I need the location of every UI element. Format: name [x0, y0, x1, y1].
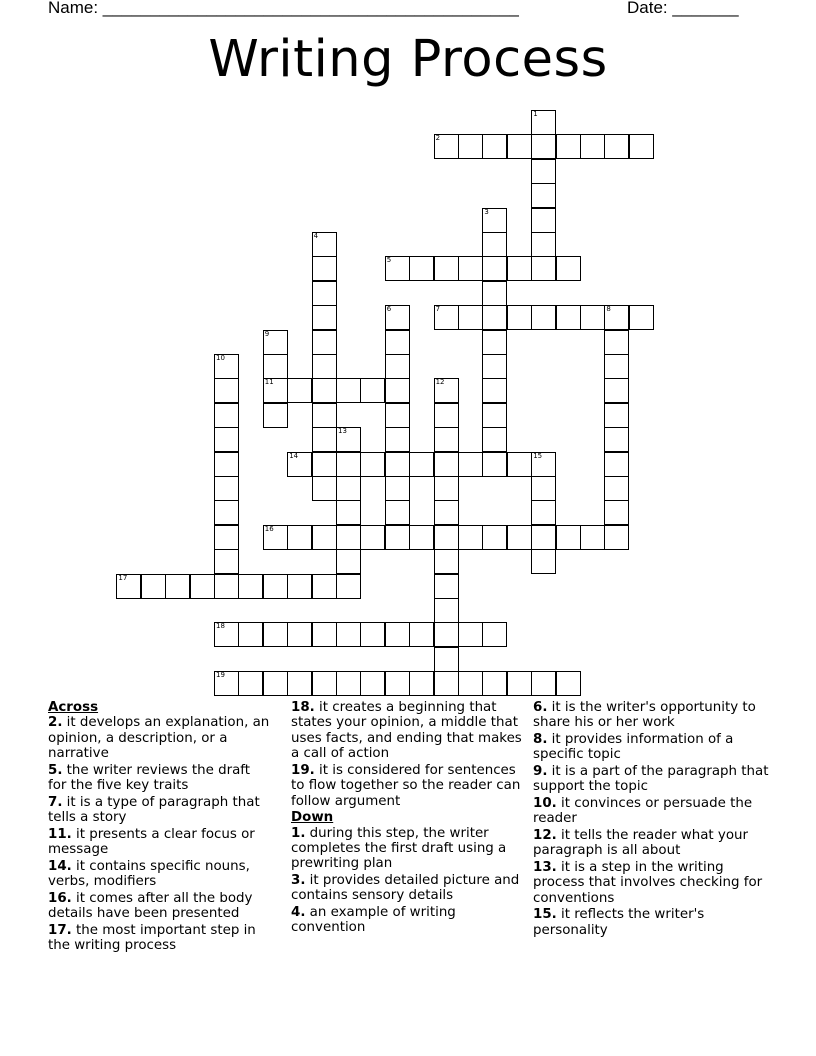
- crossword-cell[interactable]: [580, 305, 605, 330]
- crossword-cell[interactable]: [263, 378, 288, 403]
- crossword-cell[interactable]: [556, 671, 581, 696]
- clue-text: it convinces or persuade the reader: [533, 796, 753, 827]
- crossword-cell[interactable]: [263, 330, 288, 355]
- crossword-cell[interactable]: [165, 574, 190, 599]
- crossword-cell[interactable]: [482, 671, 507, 696]
- crossword-cell[interactable]: [214, 525, 239, 550]
- crossword-cell[interactable]: [531, 549, 556, 574]
- crossword-cell[interactable]: [385, 452, 410, 477]
- crossword-cell[interactable]: [629, 134, 654, 159]
- crossword-cell[interactable]: [385, 427, 410, 452]
- crossword-cell[interactable]: [604, 354, 629, 379]
- crossword-cell[interactable]: [434, 549, 459, 574]
- crossword-cell[interactable]: [507, 305, 532, 330]
- clue-item: [48, 891, 272, 922]
- crossword-cell[interactable]: [507, 525, 532, 550]
- crossword-cell[interactable]: [287, 574, 312, 599]
- clue-number: 17: [118, 573, 128, 582]
- crossword-cell[interactable]: [531, 476, 556, 501]
- clue-item: [48, 923, 272, 954]
- crossword-cell[interactable]: [531, 500, 556, 525]
- crossword-cell[interactable]: [434, 476, 459, 501]
- crossword-cell[interactable]: [531, 305, 556, 330]
- crossword-cell[interactable]: [482, 622, 507, 647]
- clue-item: [533, 828, 773, 859]
- crossword-cell[interactable]: [214, 574, 239, 599]
- clue-number: 19: [216, 671, 225, 680]
- clue-number: 11: [264, 378, 274, 387]
- crossword-cell[interactable]: [263, 671, 288, 696]
- crossword-cell[interactable]: [238, 622, 263, 647]
- clue-text: it provides detailed picture and contains sensory details: [291, 873, 520, 904]
- crossword-cell[interactable]: [336, 378, 361, 403]
- crossword-cell[interactable]: [604, 403, 629, 428]
- crossword-cell[interactable]: [214, 549, 239, 574]
- clue-item: [48, 763, 272, 794]
- clue-column-2: [291, 700, 527, 937]
- clue-text: it is a step in the writing process that involves checking for conventions: [533, 860, 763, 906]
- crossword-cell[interactable]: [312, 378, 337, 403]
- clue-text: it presents a clear focus or message: [48, 826, 255, 858]
- clue-number-label: 8.: [533, 732, 548, 747]
- clue-number: 18: [216, 622, 225, 631]
- crossword-cell[interactable]: [458, 671, 483, 696]
- clue-number: 16: [264, 524, 274, 533]
- crossword-cell[interactable]: [238, 574, 263, 599]
- clue-number-label: 15.: [533, 907, 557, 923]
- crossword-cell[interactable]: [458, 452, 483, 477]
- crossword-cell[interactable]: [336, 525, 361, 550]
- crossword-cell[interactable]: [482, 525, 507, 550]
- crossword-cell[interactable]: [434, 647, 459, 672]
- crossword-cell[interactable]: [434, 500, 459, 525]
- crossword-cell[interactable]: [531, 134, 556, 159]
- crossword-cell[interactable]: [434, 378, 459, 403]
- clue-number-label: 14.: [48, 858, 72, 874]
- clue-item: [48, 859, 272, 890]
- crossword-cell[interactable]: [312, 671, 337, 696]
- crossword-cell[interactable]: [482, 134, 507, 159]
- crossword-cell[interactable]: [458, 622, 483, 647]
- crossword-cell[interactable]: [385, 403, 410, 428]
- crossword-cell[interactable]: [482, 208, 507, 233]
- crossword-cell[interactable]: [336, 622, 361, 647]
- crossword-cell[interactable]: [434, 305, 459, 330]
- crossword-cell[interactable]: [385, 330, 410, 355]
- crossword-cell[interactable]: [482, 427, 507, 452]
- clue-item: [291, 873, 527, 904]
- crossword-cell[interactable]: [409, 452, 434, 477]
- clue-number: 14: [289, 451, 299, 460]
- clue-number: 1: [533, 110, 538, 118]
- clue-number: 9: [264, 329, 270, 338]
- crossword-cell[interactable]: [287, 452, 312, 477]
- crossword-cell[interactable]: [360, 622, 385, 647]
- clue-text: it tells the reader what your paragraph is all about: [533, 828, 749, 859]
- crossword-cell[interactable]: [385, 500, 410, 525]
- crossword-cell[interactable]: [482, 256, 507, 281]
- crossword-cell[interactable]: [385, 378, 410, 403]
- crossword-cell[interactable]: [482, 378, 507, 403]
- clue-number-label: 16.: [48, 890, 72, 906]
- crossword-cell[interactable]: [604, 525, 629, 550]
- crossword-cell[interactable]: [434, 403, 459, 428]
- crossword-cell[interactable]: [458, 256, 483, 281]
- crossword-cell[interactable]: [556, 134, 581, 159]
- crossword-cell[interactable]: [336, 427, 361, 452]
- clue-item: [291, 826, 527, 872]
- crossword-cell[interactable]: [434, 525, 459, 550]
- across-heading: Across: [48, 700, 99, 715]
- clue-item: [291, 763, 527, 809]
- clue-number: 4: [313, 232, 319, 240]
- crossword-cell[interactable]: [336, 671, 361, 696]
- clue-number: 2: [435, 134, 441, 143]
- crossword-cell[interactable]: [482, 354, 507, 379]
- clue-text: during this step, the writer completes the first draft using a prewriting plan: [291, 825, 507, 872]
- down-heading: Down: [291, 810, 334, 826]
- crossword-cell[interactable]: [409, 256, 434, 281]
- crossword-cell[interactable]: [531, 256, 556, 281]
- crossword-cell[interactable]: [482, 281, 507, 306]
- crossword-cell[interactable]: [312, 525, 337, 550]
- clue-number: 5: [386, 256, 392, 265]
- crossword-cell[interactable]: [287, 525, 312, 550]
- crossword-cell[interactable]: [604, 500, 629, 525]
- crossword-cell[interactable]: [531, 452, 556, 477]
- crossword-cell[interactable]: [385, 525, 410, 550]
- crossword-cell[interactable]: [336, 549, 361, 574]
- clue-number: 3: [484, 207, 489, 216]
- clue-number: 7: [435, 305, 441, 314]
- crossword-cell[interactable]: [360, 452, 385, 477]
- crossword-cell[interactable]: [287, 378, 312, 403]
- crossword-cell[interactable]: [360, 525, 385, 550]
- clue-item: [291, 700, 527, 762]
- crossword-cell[interactable]: [531, 208, 556, 233]
- crossword-cell[interactable]: [434, 671, 459, 696]
- clue-number-label: 4.: [291, 905, 306, 921]
- crossword-cell[interactable]: [580, 134, 605, 159]
- date-field[interactable]: Date: _______: [627, 0, 739, 17]
- clue-text: the writer reviews the draft for the five key traits: [48, 762, 251, 794]
- crossword-cell[interactable]: [482, 403, 507, 428]
- clue-text: an example of writing convention: [291, 905, 456, 936]
- crossword-cell[interactable]: [531, 232, 556, 257]
- clue-number: 10: [216, 354, 225, 362]
- crossword-cell[interactable]: [336, 500, 361, 525]
- crossword-cell[interactable]: [409, 622, 434, 647]
- crossword-cell[interactable]: [434, 574, 459, 599]
- clue-number-label: 3.: [291, 873, 306, 889]
- crossword-cell[interactable]: [214, 452, 239, 477]
- crossword-cell[interactable]: [507, 671, 532, 696]
- crossword-cell[interactable]: [458, 525, 483, 550]
- crossword-cell[interactable]: [629, 305, 654, 330]
- crossword-cell[interactable]: [385, 476, 410, 501]
- crossword-cell[interactable]: [385, 256, 410, 281]
- crossword-cell[interactable]: [604, 476, 629, 501]
- crossword-cell[interactable]: [385, 305, 410, 330]
- crossword-cell[interactable]: [482, 452, 507, 477]
- crossword-cell[interactable]: [214, 427, 239, 452]
- crossword-cell[interactable]: [360, 671, 385, 696]
- page-title: Writing Process: [208, 30, 608, 89]
- name-field[interactable]: Name: ____________________________________________: [48, 0, 519, 17]
- clue-number-label: 1.: [291, 825, 306, 841]
- crossword-cell[interactable]: [263, 622, 288, 647]
- crossword-cell[interactable]: [312, 574, 337, 599]
- clue-number-label: 10.: [533, 796, 557, 811]
- crossword-cell[interactable]: [434, 427, 459, 452]
- crossword-cell[interactable]: [507, 134, 532, 159]
- crossword-cell[interactable]: [434, 598, 459, 623]
- crossword-cell[interactable]: [312, 476, 337, 501]
- crossword-cell[interactable]: [263, 354, 288, 379]
- clue-text: it develops an explanation, an opinion, a description, or a narrative: [48, 715, 270, 762]
- crossword-cell[interactable]: [531, 159, 556, 184]
- crossword-cell[interactable]: [141, 574, 166, 599]
- clue-number: 15: [533, 451, 543, 460]
- crossword-cell[interactable]: [263, 574, 288, 599]
- clue-text: it comes after all the body details have been presented: [48, 890, 253, 922]
- crossword-cell[interactable]: [312, 622, 337, 647]
- crossword-cell[interactable]: [263, 525, 288, 550]
- crossword-cell[interactable]: [531, 671, 556, 696]
- clue-text: it contains specific nouns, verbs, modifiers: [48, 858, 250, 890]
- crossword-cell[interactable]: [434, 452, 459, 477]
- crossword-cell[interactable]: [312, 256, 337, 281]
- crossword-cell[interactable]: [385, 622, 410, 647]
- crossword-cell[interactable]: [312, 305, 337, 330]
- crossword-cell[interactable]: [312, 403, 337, 428]
- crossword-cell[interactable]: [287, 622, 312, 647]
- crossword-cell[interactable]: [507, 452, 532, 477]
- crossword-cell[interactable]: [604, 134, 629, 159]
- crossword-cell[interactable]: [458, 305, 483, 330]
- crossword-cell[interactable]: [214, 671, 239, 696]
- clue-column-3: [533, 700, 773, 939]
- crossword-cell[interactable]: [214, 476, 239, 501]
- clue-text: it provides information of a specific topic: [533, 732, 734, 763]
- clue-number-label: 11.: [48, 826, 72, 842]
- clue-item: [533, 700, 773, 731]
- crossword-cell[interactable]: [312, 232, 337, 257]
- crossword-cell[interactable]: [385, 671, 410, 696]
- crossword-cell[interactable]: [409, 671, 434, 696]
- clue-number-label: 9.: [533, 764, 548, 779]
- crossword-cell[interactable]: [434, 134, 459, 159]
- clue-column-1: [48, 700, 272, 955]
- crossword-cell[interactable]: [385, 354, 410, 379]
- clue-text: the most important step in the writing process: [48, 922, 256, 954]
- crossword-cell[interactable]: [238, 671, 263, 696]
- crossword-cell[interactable]: [604, 305, 629, 330]
- crossword-cell[interactable]: [434, 256, 459, 281]
- crossword-cell[interactable]: [482, 305, 507, 330]
- clue-number-label: 6.: [533, 700, 548, 715]
- crossword-cell[interactable]: [214, 403, 239, 428]
- clue-text: it creates a beginning that states your opinion, a middle that uses facts, and ending that makes a call of action: [291, 700, 522, 762]
- clue-number-label: 17.: [48, 922, 72, 938]
- clue-number: 13: [338, 427, 347, 436]
- crossword-cell[interactable]: [482, 330, 507, 355]
- clue-item: [48, 795, 272, 826]
- clue-item: [533, 764, 773, 795]
- clue-item: [533, 860, 773, 906]
- crossword-cell[interactable]: [458, 134, 483, 159]
- clue-text: it is a part of the paragraph that support the topic: [533, 764, 769, 795]
- crossword-cell[interactable]: [214, 500, 239, 525]
- clue-number: 6: [386, 305, 392, 314]
- clue-item: [48, 715, 272, 761]
- clue-number-label: 7.: [48, 794, 63, 810]
- crossword-cell[interactable]: [531, 183, 556, 208]
- clue-number-label: 5.: [48, 762, 63, 778]
- crossword-cell[interactable]: [312, 452, 337, 477]
- crossword-cell[interactable]: [336, 476, 361, 501]
- crossword-cell[interactable]: [604, 427, 629, 452]
- crossword-cell[interactable]: [482, 232, 507, 257]
- clue-item: [48, 827, 272, 858]
- clue-number-label: 19.: [291, 762, 315, 778]
- clue-text: it is considered for sentences to flow together so the reader can follow argument: [291, 762, 521, 809]
- clue-number-label: 2.: [48, 715, 63, 731]
- crossword-cell[interactable]: [556, 525, 581, 550]
- crossword-cell[interactable]: [336, 574, 361, 599]
- clue-item: [533, 732, 773, 763]
- clue-item: [533, 907, 773, 938]
- crossword-cell[interactable]: [312, 427, 337, 452]
- clue-item: [533, 796, 773, 827]
- crossword-cell[interactable]: [312, 281, 337, 306]
- clue-number-label: 18.: [291, 700, 315, 715]
- clue-text: it is a type of paragraph that tells a story: [48, 794, 260, 826]
- crossword-cell[interactable]: [556, 256, 581, 281]
- crossword-cell[interactable]: [360, 378, 385, 403]
- crossword-cell[interactable]: [336, 452, 361, 477]
- clue-number-label: 13.: [533, 860, 557, 875]
- crossword-cell[interactable]: [190, 574, 215, 599]
- crossword-cell[interactable]: [604, 330, 629, 355]
- crossword-cell[interactable]: [531, 525, 556, 550]
- clue-text: it is the writer's opportunity to share his or her work: [533, 700, 756, 731]
- crossword-cell[interactable]: [409, 525, 434, 550]
- clue-number-label: 12.: [533, 828, 557, 843]
- crossword-cell[interactable]: [312, 354, 337, 379]
- crossword-cell[interactable]: [312, 330, 337, 355]
- crossword-cell[interactable]: [531, 110, 556, 135]
- crossword-cell[interactable]: [214, 378, 239, 403]
- crossword-cell[interactable]: [214, 622, 239, 647]
- clue-number: 12: [435, 378, 445, 387]
- crossword-cell[interactable]: [214, 354, 239, 379]
- crossword-cell[interactable]: [287, 671, 312, 696]
- clue-item: [291, 905, 527, 936]
- crossword-cell[interactable]: [507, 256, 532, 281]
- crossword-cell[interactable]: [116, 574, 141, 599]
- crossword-cell[interactable]: [604, 452, 629, 477]
- crossword-cell[interactable]: [604, 378, 629, 403]
- clue-number: 8: [606, 305, 611, 314]
- crossword-cell[interactable]: [434, 622, 459, 647]
- crossword-cell[interactable]: [556, 305, 581, 330]
- clue-text: it reflects the writer's personality: [533, 907, 705, 938]
- crossword-cell[interactable]: [580, 525, 605, 550]
- crossword-cell[interactable]: [263, 403, 288, 428]
